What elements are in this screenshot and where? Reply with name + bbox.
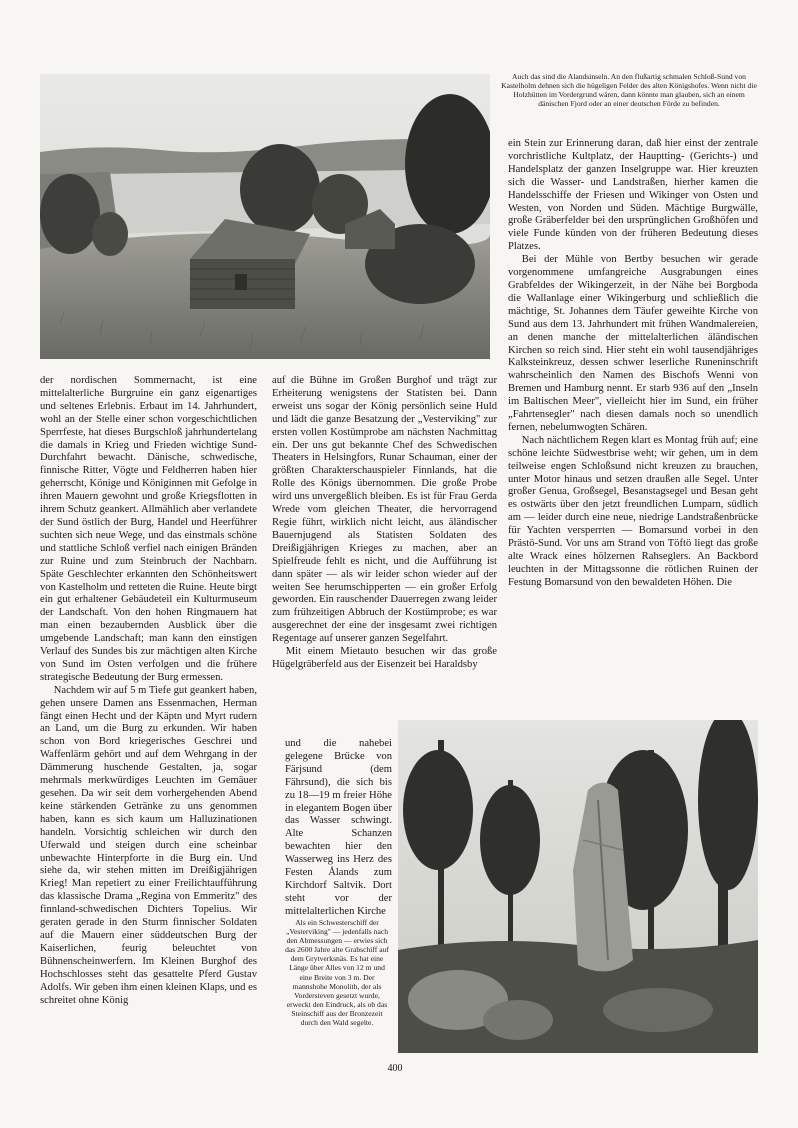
monolith-photo <box>398 720 758 1053</box>
landscape-photo-image <box>40 74 490 359</box>
text-column-3 <box>508 138 758 590</box>
paragraph: Bei der Mühle von Bertby besuchen wir gerade vorgenommene umfangreiche Ausgrabungen eines Grabfeldes der Wikingerzeit, in der Nähe bei Borgboda die Wallanlage einer Wikingerburg und schließlich die mächtige, St. Johannes dem Täufer geweihte Kirche von Sund aus dem 13. Jahrhundert mit frühen Wandmalereien, an denen manche der mittelalterlichen äländischen Kirchen so reich sind. Hier steht ein wohl tausendjähriges Kalksteinkreuz, dessen schwer leserliche Runeninschrift wahrscheinlich den Namen des Bischofs Wenni von Bremen und Hamburg nennt. Er starb 936 auf den „Inseln im Baltischen Meer", vielleicht hier im Sund, ein früher „Fahrtensegler" nach diesen damals noch so unendlich fernen, nebelumwogten Schären. <box>508 254 758 433</box>
text-column-1 <box>40 375 257 1007</box>
photo-caption-monolith: Als ein Schwesterschiff der „Vesterviking" — jedenfalls nach den Abmessungen — erwies sich das 2600 Jahre alte Grabschiff auf dem Grytverksnäs. Es hat eine Länge über Alles von 12 m und eine Breite von 3 m. Der mannshohe Monolith, der als Vordersteven gesetzt wurde, erweckt den Eindruck, als ob das Steinschiff aus der Bronzezeit durch den Wald segelte. <box>285 918 389 1028</box>
text-column-2-wrap <box>285 738 392 919</box>
paragraph: ein Stein zur Erinnerung daran, daß hier einst der zentrale vorchristliche Kultplatz, der Hauptting- (Gerichts-) und Handelsplatz der ganzen Inselgruppe war. Hier kreuzten sich die Wasser- und Landstraßen, hierher kamen die Handelsschiffe der Friesen und Wikinger von Osten und Westen, von Norden und Süden. Mächtige Burgwälle, große Gräberfelder bei den ursprünglichen Großhöfen und viele Funde künden von der früheren Bedeutung dieses Platzes. <box>508 138 758 253</box>
landscape-photo <box>40 74 490 359</box>
paragraph: der nordischen Sommernacht, ist eine mittelalterliche Burgruine ein ganz eigenartiges und seltenes Erlebnis. Erbaut im 14. Jahrhundert, wohl an der Stelle einer schon vorgeschichtlichen Sperrfeste, hat dieses Burgschloß jahrhundertelang die damals in Krieg und Frieden wichtige Sund-Durchfahrt bewacht. Dänische, schwedische, finnische Ritter, Vögte und Feldherren haben hier geherrscht, Könige und Königinnen mit Gefolge in ihren Mauern gewohnt und große Kriegsflotten in ihrem Schutz geankert. Allmählich aber verlandete der Sund östlich der Burg, Handel und Heerführer suchten sich neue Wege, und das einstmals schöne und stattliche Schloß verfiel nach einigen Bränden zur Ruine und zum Steinbruch der Nachbarn. Späte Geschlechter erkannten den Schönheitswert von Kastelholm und retteten die Ruine. Heute birgt ein gut erhaltener Gebäudeteil ein Kulturmuseum der Landschaft. Von den hohen Ringmauern hat man einen bezaubernden Ausblick über die umgebende Landschaft; man kann den einstigen Verlauf des Sundes bis zur mächtigen alten Kirche von Sund im Osten verfolgen und die frühere strategische Bedeutung der Burg ermessen. <box>40 375 257 683</box>
monolith-photo-image <box>398 720 758 1053</box>
paragraph: Nach nächtlichem Regen klart es Montag früh auf; eine schöne leichte Südwestbrise weht; wir gehen, um in dem teilweise engen Schloßsund nicht kreuzen zu brauchen, unter Motor hinaus und setzen draußen alle Segel. Unter großer Genua, Großsegel, Besanstagsegel und Besan geht es ostwärts über den jetzt freundlichen Lumparn, südlich am — leider durch eine neue, niedrige Landstraßenbrücke für Yachten versperrten — Bomarsund vorbei in den Prästö-Sund. Vor uns am Strand von Töftö liegt das große alte Wrack eines hölzernen Rahseglers. An Backbord leuchten in der Mittagssonne die rötlichen Ruinen der Festung Bomarsund von den bewaldeten Höhen. Die <box>508 434 758 588</box>
paragraph: Mit einem Mietauto besuchen wir das große Hügelgräberfeld aus der Eisenzeit bei Haraldsby <box>272 646 497 670</box>
page-number: 400 <box>387 1063 403 1074</box>
paragraph: Nachdem wir auf 5 m Tiefe gut geankert haben, gehen unsere Damen ans Essenmachen, Herman fängt einen Hecht und der Käptn und Myrt rudern an Land, um die Burg zu erkunden. Wir haben schon von Bord kriegerisches Geschrei und Waffenlärm gehört und auf dem Wehrgang in der Dämmerung huschende Gestalten, ja, sogar mehrmals merkwürdiges Leuchten im Gemäuer gesehen. Da wir seit dem vorhergehenden Abend keine stärkenden Getränke zu uns genommen haben, kann es sich kaum um Halluzinationen handeln. Vorsichtig schleichen wir durch den Uferwald und steigen durch eine scheinbar unbewachte Hinterpforte in die Burg ein. Und siehe da, wir stehen mitten im Dreißigjährigen Krieg! Man repetiert zu einer Freilichtaufführung das klassische Drama „Regina von Emmeritz" des finnland-schwedischen Dichters Topelius. Wir geraten gerade in den Sturm finnischer Soldaten auf die Mauern einer süddeutschen Burg der Kaiserlichen, feurig beleuchtet von Bühnenscheinwerfern. Im Kleinen Burghof des Hochschlosses steht das gesattelte Pferd Gustav Adolfs. Wir geben ihm einen kleinen Klaps, und es schreitet ohne König <box>40 684 257 1006</box>
paragraph: auf die Bühne im Großen Burghof und trägt zur Erheiterung wenigstens der Statisten bei. Dann erweist uns sogar der König persönlich seine Huld und lädt die ganze Besatzung der „Vesterviking" zur ersten vollen Kostümprobe am nächsten Nachmittag ein. Der uns gut bekannte Chef des Schwedischen Theaters in Helsingfors, Runar Schauman, einer der größten Charakterschauspieler Finnlands, hat die Rolle des Königs übernommen. Die große Probe wird uns unvergeßlich bleiben. Es ist für Frau Gerda Wrede vom gleichen Theater, die hervorragend Regie führt, wirklich nicht leicht, aus äländischer Bauernjugend als Statisten Soldaten des Dreißigjährigen Krieges zu machen, aber an Spielfreude fehlt es nicht, und die Aufführung ist dann später — als wir leider schon wieder auf der weiten See herumschipperten — ein großer Erfolg geworden. Ein rauschender Dauerregen zwang leider zum frühzeitigen Abbruch der Kostümprobe; es war ausgerechnet der eine der insgesamt zwei richtigen Regentage auf unserer ganzen Segelfahrt. <box>272 375 497 645</box>
paragraph: und die nahebei gelegene Brücke von Färjsund (dem Fährsund), die sich bis zu 18—19 m freier Höhe in elegantem Bogen über das Wasser schwingt. Alte Schanzen bewachten hier den Wasserweg ins Herz des Festen Ålands zum Kirchdorf Saltvik. Dort steht vor der mittelalterlichen Kirche <box>285 738 392 917</box>
photo-caption-alandsinseln: Auch das sind die Alandsinseln. An den flußartig schmalen Schloß-Sund von Kastelholm dehnen sich die hügeligen Felder des alten Königshofes. Wenn nicht die Holzhütten im Vordergrund wären, dann könnte man glauben, sich an einem dänischen Fjord oder an einer deutschen Förde zu befinden. <box>501 72 757 109</box>
text-column-2 <box>272 375 497 672</box>
